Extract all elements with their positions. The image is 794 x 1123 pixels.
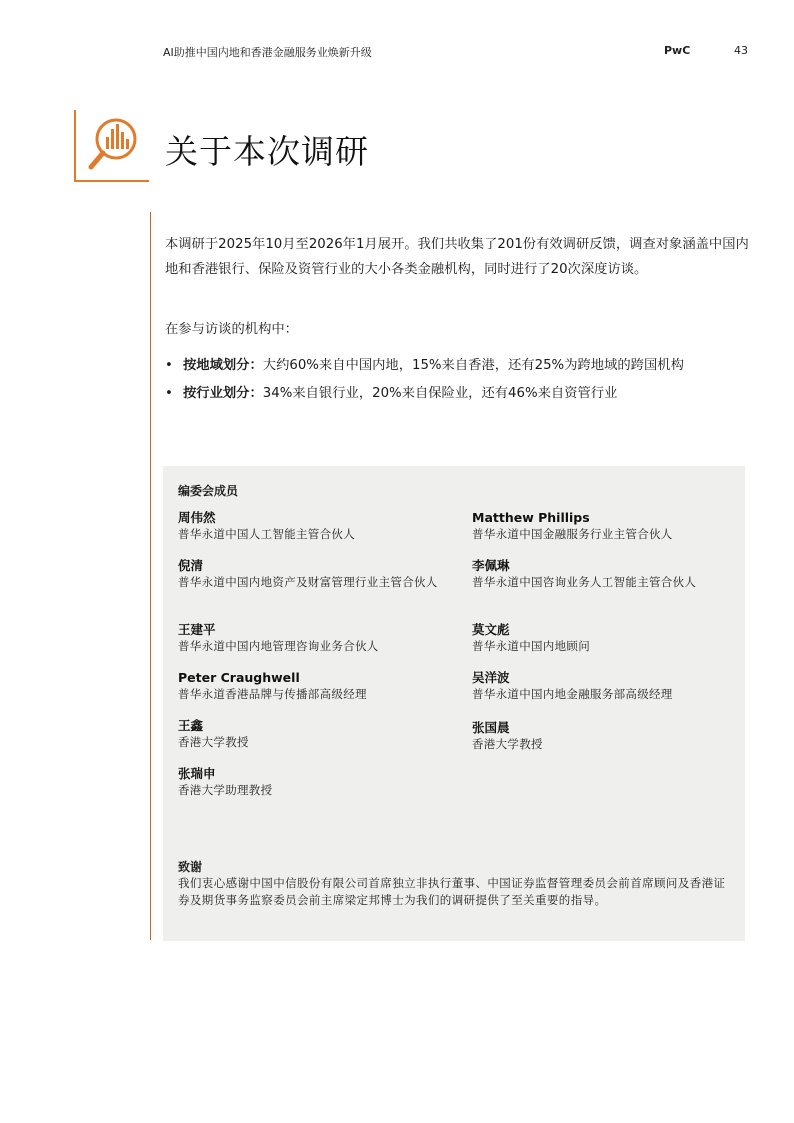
bullet-text: 34%来自银行业，20%来自保险业，还有46%来自资管行业 bbox=[262, 386, 618, 401]
member-name: 王鑫 bbox=[178, 718, 204, 733]
bullet-label: 按地域划分： bbox=[183, 358, 263, 373]
committee-member bbox=[472, 510, 742, 542]
committee-member bbox=[178, 622, 448, 654]
committee-member bbox=[472, 670, 742, 702]
committee-member bbox=[472, 720, 742, 752]
member-role: 普华永道中国内地管理咨询业务合伙人 bbox=[178, 639, 379, 653]
member-name: 倪清 bbox=[178, 558, 204, 573]
member-name: 莫文彪 bbox=[472, 622, 510, 637]
member-name: Peter Craughwell bbox=[178, 670, 300, 685]
acknowledgement bbox=[178, 859, 733, 909]
magnifier-bar-chart-icon bbox=[74, 110, 150, 182]
member-role: 普华永道中国内地资产及财富管理行业主管合伙人 bbox=[178, 575, 438, 589]
member-role: 普华永道中国内地顾问 bbox=[472, 639, 590, 653]
member-name: 周伟然 bbox=[178, 510, 216, 525]
member-role: 香港大学助理教授 bbox=[178, 783, 273, 797]
editorial-committee-panel bbox=[163, 466, 745, 941]
bullet-label: 按行业划分： bbox=[183, 386, 263, 401]
committee-member bbox=[178, 766, 448, 798]
committee-member bbox=[472, 558, 742, 590]
member-role: 香港大学教授 bbox=[472, 737, 543, 751]
lead-sentence: 在参与访谈的机构中： bbox=[165, 322, 298, 337]
list-item bbox=[165, 383, 684, 411]
brand-label: PwC bbox=[664, 44, 691, 57]
member-name: 李佩琳 bbox=[472, 558, 510, 573]
committee-member bbox=[178, 670, 448, 702]
member-role: 普华永道中国金融服务行业主管合伙人 bbox=[472, 527, 673, 541]
page-number: 43 bbox=[734, 44, 748, 57]
committee-member bbox=[178, 718, 448, 750]
page-title: 关于本次调研 bbox=[165, 132, 369, 171]
member-name: 张国晨 bbox=[472, 720, 510, 735]
acknowledgement-text: 我们衷心感谢中国中信股份有限公司首席独立非执行董事、中国证券监督管理委员会前首席顾问及香港证券及期货事务监察委员会前主席梁定邦博士为我们的调研提供了至关重要的指导。 bbox=[178, 876, 726, 907]
bullet-dot: • bbox=[165, 358, 173, 373]
member-role: 普华永道中国咨询业务人工智能主管合伙人 bbox=[472, 575, 697, 589]
bullet-text: 大约60%来自中国内地，15%来自香港，还有25%为跨地域的跨国机构 bbox=[262, 358, 684, 373]
committee-member bbox=[178, 558, 448, 590]
committee-heading: 编委会成员 bbox=[178, 484, 239, 498]
bullet-list bbox=[165, 355, 684, 411]
acknowledgement-title: 致谢 bbox=[178, 860, 203, 874]
accent-rule bbox=[150, 212, 151, 940]
member-role: 香港大学教授 bbox=[178, 735, 249, 749]
member-role: 普华永道香港品牌与传播部高级经理 bbox=[178, 687, 367, 701]
document-title: AI助推中国内地和香港金融服务业焕新升级 bbox=[163, 46, 372, 59]
list-item bbox=[165, 355, 684, 383]
member-name: 王建平 bbox=[178, 622, 216, 637]
member-name: Matthew Phillips bbox=[472, 510, 590, 525]
committee-member bbox=[178, 510, 448, 542]
bullet-dot: • bbox=[165, 386, 173, 401]
member-role: 普华永道中国人工智能主管合伙人 bbox=[178, 527, 355, 541]
member-role: 普华永道中国内地金融服务部高级经理 bbox=[472, 687, 673, 701]
intro-paragraph: 本调研于2025年10月至2026年1月展开。我们共收集了201份有效调研反馈，调查对象涵盖中国内地和香港银行、保险及资管行业的大小各类金融机构，同时进行了20次深度访谈。 bbox=[165, 237, 749, 277]
member-name: 吴洋波 bbox=[472, 670, 510, 685]
committee-member bbox=[472, 622, 742, 654]
member-name: 张瑞申 bbox=[178, 766, 216, 781]
